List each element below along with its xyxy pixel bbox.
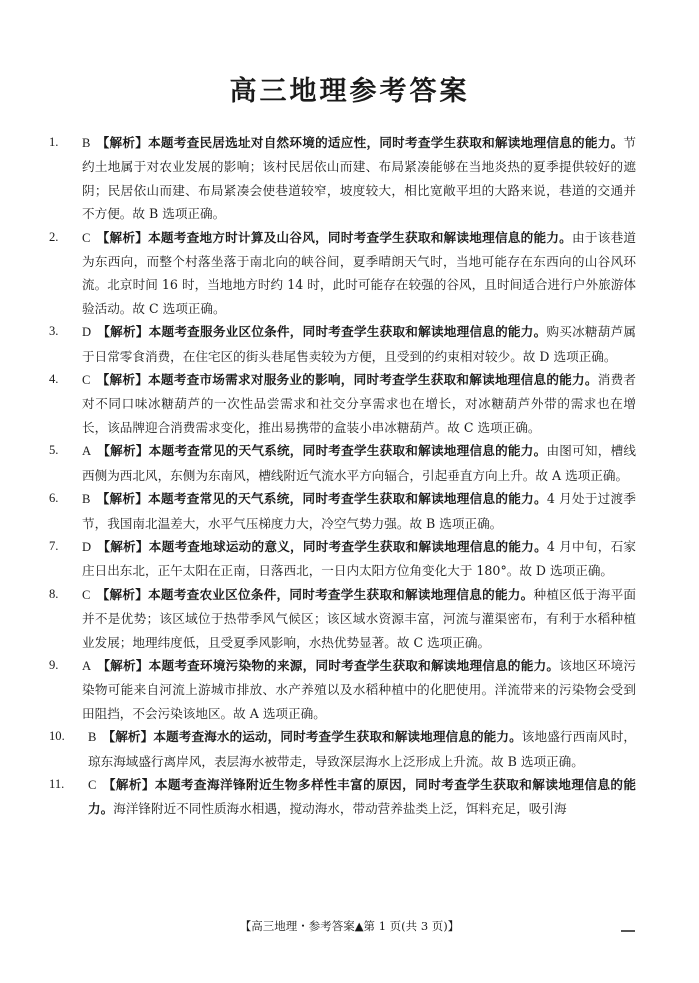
answer-number: 6. <box>49 491 59 506</box>
answer-list <box>49 131 637 821</box>
answer-number: 10. <box>49 729 65 744</box>
answer-lead: 本题考查地方时计算及山谷风，同时考查学生获取和解读地理信息的能力。 <box>148 229 573 245</box>
corner-mark <box>621 930 635 932</box>
answer-body: 4 月处于过渡季节，我国南北温差大，水平气压梯度力大，冷空气势力强。故 B 选项正确。 <box>82 491 636 531</box>
answer-key: C <box>82 587 91 602</box>
answer-number: 2. <box>49 229 59 244</box>
answer-lead: 本题考查农业区位条件，同时考查学生获取和解读地理信息的能力。 <box>148 586 534 602</box>
analysis-tag: 【解析】 <box>97 443 149 459</box>
answer-item <box>49 226 637 321</box>
answer-key: C <box>82 373 91 388</box>
answer-number: 5. <box>49 443 59 458</box>
answer-lead: 本题考查服务业区位条件，同时考查学生获取和解读地理信息的能力。 <box>148 324 547 340</box>
analysis-tag: 【解析】 <box>102 776 155 792</box>
analysis-tag: 【解析】 <box>97 657 149 673</box>
analysis-tag: 【解析】 <box>97 538 149 554</box>
answer-lead: 本题考查常见的天气系统，同时考查学生获取和解读地理信息的能力。 <box>148 443 547 459</box>
answer-lead: 本题考查常见的天气系统，同时考查学生获取和解读地理信息的能力。 <box>148 491 547 507</box>
answer-number: 3. <box>49 324 59 339</box>
analysis-tag: 【解析】 <box>96 586 149 602</box>
answer-number: 4. <box>49 372 59 387</box>
answer-body: 4 月中旬，石家庄日出东北，正午太阳在正南，日落西北，一日内太阳方位角变化大于 180°。故 D 选项正确。 <box>82 538 637 579</box>
page-footer: 【高三地理・参考答案▲第 1 页(共 3 页)】 <box>239 919 460 933</box>
answer-lead: 本题考查民居选址对自然环境的适应性，同时考查学生获取和解读地理信息的能力。 <box>148 135 624 150</box>
answer-item <box>49 773 637 821</box>
answer-body: 节约土地属于对农业发展的影响；该村民居依山而建、布局紧凑能够在当地炎热的夏季提供较好的遮阴；民居依山而建、布局紧凑会使巷道较窄，坡度较大，相比宽敞平坦的大路来说，巷道的交通并不方便。故 B 选项正确。 <box>82 135 637 222</box>
answer-key: B <box>82 492 91 507</box>
analysis-tag: 【解析】 <box>96 135 149 150</box>
answer-lead: 本题考查环境污染物的来源，同时考查学生获取和解读地理信息的能力。 <box>148 657 560 673</box>
answer-lead: 本题考查市场需求对服务业的影响，同时考查学生获取和解读地理信息的能力。 <box>148 372 598 388</box>
answer-body: 种植区低于海平面并不是优势；该区域位于热带季风气候区；该区域水资源丰富，河流与灌渠密布，有利于水稻种植业发展；地理纬度低，且受夏季风影响，水热优势显著。故 C 选项正确。 <box>82 586 637 650</box>
analysis-tag: 【解析】 <box>96 229 149 245</box>
answer-body: 该地区环境污染物可能来自河流上游城市排放、水产养殖以及水稻种植中的化肥使用。洋流带来的污染物会受到田阻挡，不会污染该地区。故 A 选项正确。 <box>82 657 637 721</box>
answer-number: 7. <box>49 538 59 553</box>
answer-key: C <box>82 230 91 245</box>
page-title: 高三地理参考答案 <box>229 76 470 107</box>
answer-item <box>49 583 637 654</box>
answer-body: 消费者对不同口味冰糖葫芦的一次性品尝需求和社交分享需求也在增长，对冰糖葫芦外带的需求也在增长，该品牌迎合消费需求变化，推出易携带的盒装小串冰糖葫芦。故 C 选项正确。 <box>82 372 637 435</box>
answer-item <box>49 654 637 725</box>
answer-body: 购买冰糖葫芦属于日常零食消费，在住宅区的街头巷尾售卖较为方便，且受到的约束相对较少。故 D 选项正确。 <box>82 324 637 364</box>
answer-lead: 本题考查地球运动的意义，同时考查学生获取和解读地理信息的能力。 <box>148 538 547 554</box>
answer-key: B <box>82 136 91 150</box>
answer-item <box>49 131 637 226</box>
answer-lead: 本题考查海洋锋附近生物多样性丰富的原因，同时考查学生获取和解读地理信息的能力。 <box>88 776 637 817</box>
analysis-tag: 【解析】 <box>102 729 154 745</box>
answer-item <box>49 368 637 439</box>
answer-item <box>49 535 637 583</box>
answer-item <box>49 320 637 368</box>
answer-key: C <box>88 777 97 792</box>
answer-key: A <box>82 658 92 673</box>
answer-key: A <box>82 444 92 459</box>
answer-item <box>49 439 637 487</box>
answer-item <box>49 725 637 773</box>
answer-number: 11. <box>49 776 65 791</box>
answer-body: 由图可知，槽线西侧为西北风，东侧为东南风，槽线附近气流水平方向辐合，引起垂直方向上升。故 A 选项正确。 <box>82 443 637 483</box>
answer-number: 1. <box>49 135 59 149</box>
analysis-tag: 【解析】 <box>96 372 149 388</box>
analysis-tag: 【解析】 <box>96 491 149 507</box>
answer-item <box>49 487 636 535</box>
answer-key: D <box>82 539 92 554</box>
answer-number: 8. <box>49 586 59 601</box>
answer-body: 该地盛行西南风时，琼东海域盛行离岸风，表层海水被带走，导致深层海水上泛形成上升流。故 B 选项正确。 <box>88 729 637 769</box>
answer-body: 由于该巷道为东西向，而整个村落坐落于南北向的峡谷间，夏季晴朗天气时，当地可能存在东西向的山谷风环流。北京时间 16 时，当地地方时约 14 时，此时可能存在较强的谷风，且时间适合进行户外旅游体验活动。故 C 选项正确。 <box>82 229 637 316</box>
answer-key: D <box>82 325 92 340</box>
answer-body: 海洋锋附近不同性质海水相遇，搅动海水，带动营养盐类上泛，饵料充足，吸引海 <box>113 801 567 817</box>
answer-lead: 本题考查海水的运动，同时考查学生获取和解读地理信息的能力。 <box>153 729 522 745</box>
answer-key: B <box>88 730 97 745</box>
analysis-tag: 【解析】 <box>97 324 149 340</box>
answer-number: 9. <box>49 657 59 672</box>
